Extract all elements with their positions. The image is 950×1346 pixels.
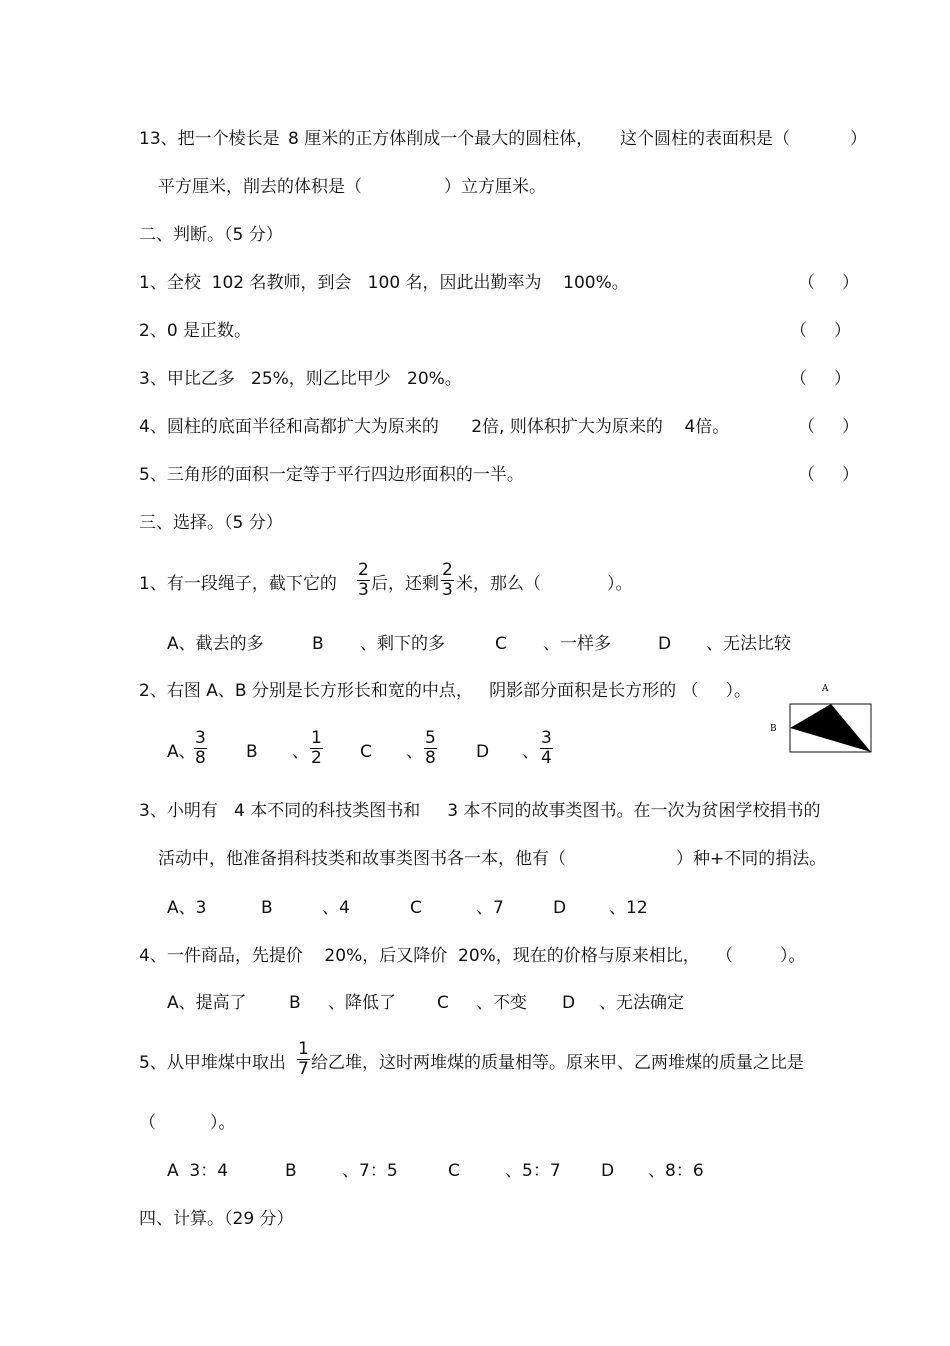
q2-option-a-letter[interactable]: A、 <box>167 742 196 762</box>
choice-q1-part3: 米，那么（ <box>456 574 541 594</box>
q5-option-d-letter[interactable]: D <box>601 1161 615 1181</box>
section-title-calculation: 四、计算。（29 分） <box>139 1209 294 1229</box>
fraction-denominator: 2 <box>311 748 322 768</box>
fraction-denominator: 8 <box>425 748 436 768</box>
choice-q3-line2-part2: ）种+不同的捐法。 <box>676 849 827 869</box>
q3-option-b-letter[interactable]: B <box>261 898 273 918</box>
q4-option-c-letter[interactable]: C <box>437 993 449 1013</box>
fraction-two-thirds-meters <box>441 561 454 600</box>
answer-paren-2[interactable]: （ ） <box>790 321 852 341</box>
judgement-item-1: 1、全校 102 名教师，到会 100 名，因此出勤率为 100%。 <box>139 273 629 293</box>
section-title-judgement: 二、判断。（5 分） <box>139 225 283 245</box>
q2-option-b-fraction[interactable] <box>310 729 323 768</box>
q3-option-c-letter[interactable]: C <box>410 898 422 918</box>
q2-option-a-fraction[interactable] <box>194 729 207 768</box>
q4-option-d-letter[interactable]: D <box>562 993 576 1013</box>
choice-q1-part4: ）。 <box>607 574 633 594</box>
q5-option-b-letter[interactable]: B <box>285 1161 297 1181</box>
fraction-one-seventh <box>297 1040 310 1079</box>
q2-option-c-fraction[interactable] <box>424 729 437 768</box>
q13-line1-part2: 8 厘米的正方体削成一个最大的圆柱体， <box>288 129 594 149</box>
judgement-item-5: 5、三角形的面积一定等于平行四边形面积的一半。 <box>139 465 524 485</box>
q2-option-c-sep: 、 <box>406 742 423 762</box>
q5-option-b-text[interactable]: 、7：5 <box>342 1161 398 1181</box>
q4-option-b-text[interactable]: 、降低了 <box>328 993 396 1013</box>
answer-paren-3[interactable]: （ ） <box>790 369 852 389</box>
fraction-numerator: 3 <box>195 728 206 748</box>
q3-option-a[interactable]: A、3 <box>167 898 207 918</box>
q4-option-b-letter[interactable]: B <box>289 993 301 1013</box>
choice-q1-part2: 后，还剩 <box>371 574 439 594</box>
answer-paren-4[interactable]: （ ） <box>798 417 860 437</box>
q4-option-c-text[interactable]: 、不变 <box>476 993 527 1013</box>
option-c-letter[interactable]: C <box>495 634 507 654</box>
q13-line1-paren-close: ） <box>850 129 867 149</box>
option-a[interactable]: A、截去的多 <box>167 634 264 654</box>
option-d-letter[interactable]: D <box>658 634 672 654</box>
choice-q5-part1: 5、从甲堆煤中取出 <box>139 1053 286 1073</box>
q2-option-d-sep: 、 <box>522 742 539 762</box>
choice-q5-part2: 给乙堆，这时两堆煤的质量相等。原来甲、乙两堆煤的质量之比是 <box>311 1053 804 1073</box>
q5-option-c-letter[interactable]: C <box>448 1161 460 1181</box>
answer-paren-1[interactable]: （ ） <box>798 273 860 293</box>
q2-option-b-letter[interactable]: B <box>246 742 258 762</box>
q2-option-c-letter[interactable]: C <box>360 742 372 762</box>
q4-option-a[interactable]: A、提高了 <box>167 993 247 1013</box>
fraction-denominator: 8 <box>195 748 206 768</box>
choice-q3-line2-part1: 活动中，他准备捐科技类和故事类图书各一本，他有（ <box>158 849 566 869</box>
q13-line2-part1: 平方厘米，削去的体积是（ <box>158 177 362 197</box>
q2-option-d-letter[interactable]: D <box>476 742 490 762</box>
q3-option-d-letter[interactable]: D <box>553 898 567 918</box>
fraction-numerator: 1 <box>298 1039 309 1059</box>
figure-label-a: A <box>822 684 829 694</box>
fraction-two-thirds <box>357 561 370 600</box>
option-c-text[interactable]: 、一样多 <box>543 634 611 654</box>
q5-option-d-text[interactable]: 、8：6 <box>648 1161 704 1181</box>
figure-shaded-triangle <box>790 704 871 752</box>
choice-q1-part1: 1、有一段绳子，截下它的 <box>139 574 337 594</box>
judgement-item-4: 4、圆柱的底面半径和高都扩大为原来的 2倍, 则体积扩大为原来的 4倍。 <box>139 417 730 437</box>
q13-line1-part3: 这个圆柱的表面积是（ <box>620 129 790 149</box>
choice-q5-line2: （ ）。 <box>139 1113 236 1133</box>
fraction-denominator: 3 <box>442 580 453 600</box>
choice-q2-text: 2、右图 A、B 分别是长方形长和宽的中点， 阴影部分面积是长方形的 （ ）。 <box>139 681 752 701</box>
option-d-text[interactable]: 、无法比较 <box>706 634 791 654</box>
q4-option-d-text[interactable]: 、无法确定 <box>599 993 684 1013</box>
q3-option-b-text[interactable]: 、4 <box>322 898 350 918</box>
rectangle-shaded-triangle-figure <box>765 680 875 755</box>
judgement-item-2: 2、0 是正数。 <box>139 321 252 341</box>
q2-option-b-sep: 、 <box>292 742 309 762</box>
fraction-numerator: 1 <box>311 728 322 748</box>
q5-option-a[interactable]: A 3：4 <box>167 1161 229 1181</box>
fraction-denominator: 7 <box>298 1059 309 1079</box>
q13-line1-part1: 13、把一个棱长是 <box>139 129 280 149</box>
choice-q4-close: ）。 <box>780 946 806 966</box>
q13-line2-part2: ）立方厘米。 <box>444 177 546 197</box>
fraction-numerator: 5 <box>425 728 436 748</box>
fraction-numerator: 3 <box>541 728 552 748</box>
choice-q3-line1: 3、小明有 4 本不同的科技类图书和 3 本不同的故事类图书。在一次为贫困学校捐书的 <box>139 801 821 821</box>
answer-paren-5[interactable]: （ ） <box>798 465 860 485</box>
option-b-letter[interactable]: B <box>312 634 324 654</box>
section-title-choice: 三、选择。（5 分） <box>139 513 283 533</box>
fraction-denominator: 4 <box>541 748 552 768</box>
q2-option-d-fraction[interactable] <box>540 729 553 768</box>
q3-option-c-text[interactable]: 、7 <box>476 898 504 918</box>
q5-option-c-text[interactable]: 、5：7 <box>505 1161 561 1181</box>
fraction-denominator: 3 <box>358 580 369 600</box>
figure-label-b: B <box>770 724 777 734</box>
judgement-item-3: 3、甲比乙多 25%，则乙比甲少 20%。 <box>139 369 462 389</box>
q3-option-d-text[interactable]: 、12 <box>609 898 648 918</box>
fraction-numerator: 2 <box>442 560 453 580</box>
choice-q4-text: 4、一件商品，先提价 20%，后又降价 20%，现在的价格与原来相比， （ <box>139 946 734 966</box>
option-b-text[interactable]: 、剩下的多 <box>360 634 445 654</box>
fraction-numerator: 2 <box>358 560 369 580</box>
